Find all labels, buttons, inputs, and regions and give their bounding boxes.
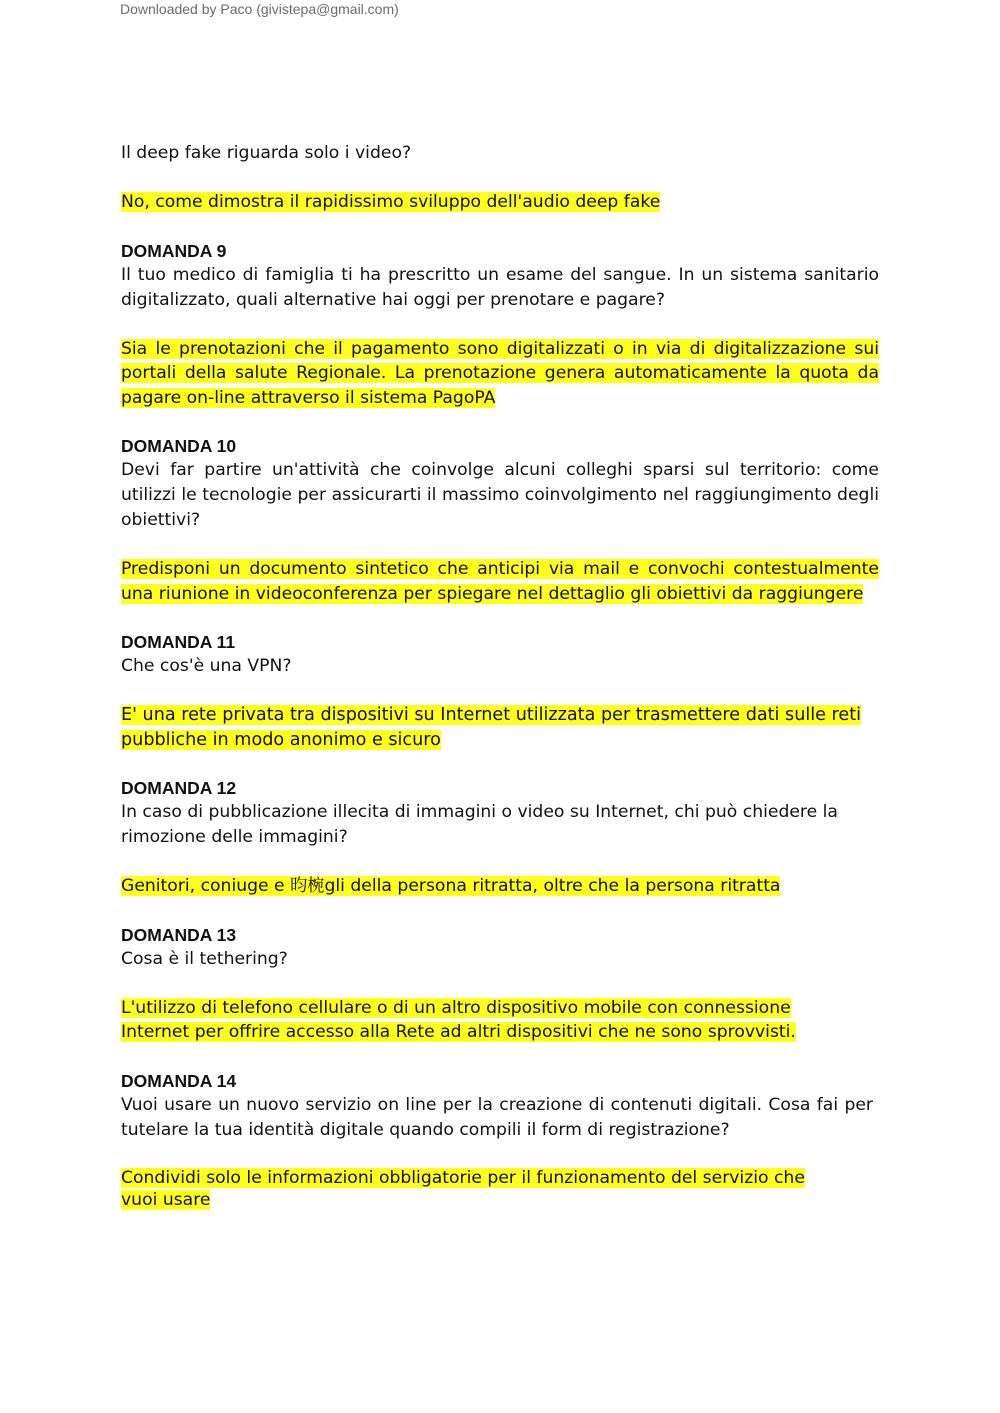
highlighted-answer: No, come dimostra il rapidissimo sviluppo dell'audio deep fake xyxy=(121,192,661,212)
spacer xyxy=(121,1045,879,1069)
question-text: Che cos'è una VPN? xyxy=(121,656,292,676)
download-watermark: Downloaded by Paco (givistepa@gmail.com) xyxy=(120,1,399,17)
spacer xyxy=(121,752,879,776)
answer-text xyxy=(121,996,861,1045)
answer-text xyxy=(121,874,879,899)
question-text: Cosa è il tethering? xyxy=(121,948,288,969)
highlighted-answer: L'utilizzo di telefono cellulare o di un altro dispositivo mobile con connessione Internet per offrire accesso alla Rete ad altri dispositivi che ne sono sprovvisti. xyxy=(121,997,796,1042)
intro-question: Il deep fake riguarda solo i video? xyxy=(121,143,412,163)
question-heading: DOMANDA 10 xyxy=(121,436,237,456)
answer-text xyxy=(121,703,896,752)
question-text: Vuoi usare un nuovo servizio on line per la creazione di contenuti digitali. Cosa fai per tutelare la tua identità digitale quando compili il form di registrazione? xyxy=(121,1094,873,1140)
highlighted-answer: Predisponi un documento sintetico che anticipi via mail e convochi contestualmente una riunione in videoconferenza per spiegare nel dettaglio gli obiettivi da raggiungere xyxy=(121,559,879,604)
document-body xyxy=(121,140,879,1211)
spacer xyxy=(121,215,879,239)
question-text: Il tuo medico di famiglia ti ha prescritto un esame del sangue. In un sistema sanitario digitalizzato, quali alternative hai oggi per prenotare e pagare? xyxy=(121,264,879,310)
question-heading: DOMANDA 13 xyxy=(121,924,237,945)
highlighted-answer: Sia le prenotazioni che il pagamento sono digitalizzati o in via di digitalizzazione sui portali della salute Regionale. La prenotazione genera automaticamente la quota da pagare on-line attraverso il sistema PagoPA xyxy=(121,338,879,408)
intro-answer xyxy=(121,190,879,215)
spacer xyxy=(121,410,879,434)
spacer xyxy=(121,313,879,337)
question-heading: DOMANDA 12 xyxy=(121,778,237,798)
question-text: Devi far partire un'attività che coinvolge alcuni colleghi sparsi sul territorio: come utilizzi le tecnologie per assicurarti il massimo coinvolgimento nel raggiungimento degli obiettivi? xyxy=(121,460,879,530)
spacer xyxy=(121,972,879,996)
spacer xyxy=(121,606,879,630)
spacer xyxy=(121,533,879,557)
spacer xyxy=(121,1143,879,1167)
spacer xyxy=(121,899,879,923)
spacer xyxy=(121,166,879,190)
answer-text xyxy=(121,557,879,606)
spacer xyxy=(121,679,879,703)
question-heading: DOMANDA 11 xyxy=(121,632,236,652)
spacer xyxy=(121,850,879,874)
question-text: In caso di pubblicazione illecita di immagini o video su Internet, chi può chiedere la rimozione delle immagini? xyxy=(121,802,838,847)
highlighted-answer: Genitori, coniuge e 昀椀gli della persona ritratta, oltre che la persona ritratta xyxy=(121,876,781,896)
highlighted-answer: Condividi solo le informazioni obbligatorie per il funzionamento del servizio che vuoi usare xyxy=(121,1167,805,1210)
question-heading: DOMANDA 14 xyxy=(121,1070,237,1091)
answer-text xyxy=(121,1167,846,1211)
question-heading: DOMANDA 9 xyxy=(121,240,227,261)
highlighted-answer: E' una rete privata tra dispositivi su Internet utilizzata per trasmettere dati sulle reti pubbliche in modo anonimo e sicuro xyxy=(121,705,861,750)
answer-text xyxy=(121,337,879,411)
